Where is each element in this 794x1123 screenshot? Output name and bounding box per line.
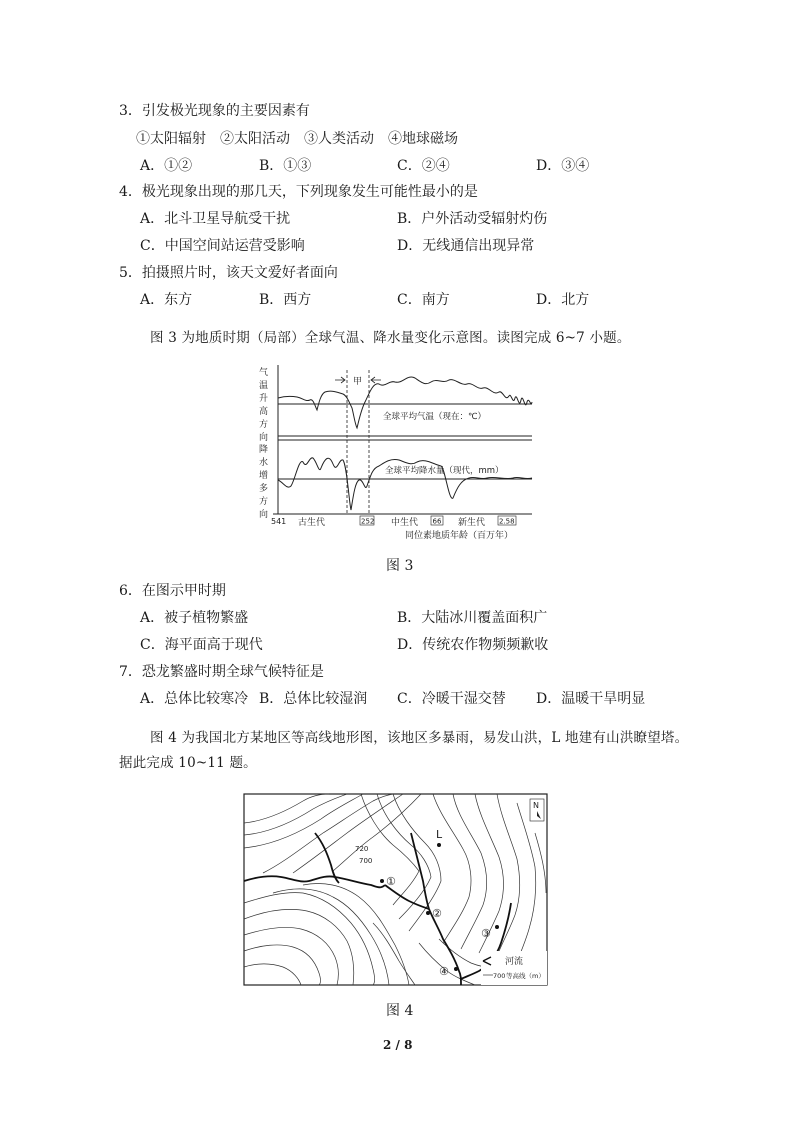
fig4-legend	[481, 951, 547, 985]
fig3-ylabel-bottom	[259, 443, 268, 520]
fig3-tick-66: 66	[432, 517, 442, 526]
q7-option-c: C．冷暖干湿交替	[397, 691, 506, 707]
fig4-marker-1: ①	[386, 875, 396, 888]
fig4-legend-contour-value: 700	[493, 972, 506, 980]
q5-option-d: D．北方	[536, 292, 590, 308]
q3-option-d: D．③④	[536, 158, 590, 174]
fig3-xlabel: 同位素地质年龄（百万年）	[405, 531, 514, 541]
figure-4	[243, 793, 549, 987]
fig3-era-mesozoic: 中生代	[391, 518, 419, 528]
svg-text:升: 升	[259, 394, 269, 404]
q6-option-a: A．被子植物繁盛	[140, 610, 249, 626]
fig4-caption: 图 4	[386, 1003, 414, 1019]
fig3-jia-label: 甲	[353, 377, 363, 387]
q3-option-b: B．①③	[259, 158, 312, 174]
fig3-precip-label: 全球平均降水量（现代，mm）	[385, 466, 504, 476]
fig4-contour-720: 720	[355, 845, 369, 853]
svg-text:方: 方	[259, 497, 269, 507]
figure-3	[255, 362, 545, 542]
fig4-marker-3: ③	[481, 927, 491, 940]
fig4-marker-2: ②	[432, 907, 442, 920]
q3-option-c: C．②④	[397, 158, 450, 174]
q6-option-c: C．海平面高于现代	[140, 637, 263, 653]
svg-text:多: 多	[259, 484, 269, 494]
q7-stem: 7．恐龙繁盛时期全球气候特征是	[119, 664, 324, 680]
q6-option-d: D．传统农作物频频歉收	[397, 637, 549, 653]
fig4-intro-line1: 图 4 为我国北方某地区等高线地形图，该地区多暴雨，易发山洪，L 地建有山洪瞭望塔。	[150, 730, 689, 746]
svg-text:高: 高	[259, 407, 269, 417]
fig3-temp-label: 全球平均气温（现在：℃）	[383, 412, 487, 422]
fig4-legend-river: 河流	[505, 957, 524, 967]
q5-option-c: C．南方	[397, 292, 450, 308]
q7-option-b: B．总体比较湿润	[259, 691, 368, 707]
fig4-marker-4: ④	[439, 965, 449, 978]
q6-stem: 6．在图示甲时期	[119, 583, 226, 599]
fig3-tick-541: 541	[271, 517, 287, 526]
fig3-caption: 图 3	[386, 558, 414, 574]
fig3-tick-252: 252	[361, 517, 375, 526]
q7-option-a: A．总体比较寒冷	[140, 691, 249, 707]
svg-text:向: 向	[259, 433, 269, 443]
q4-option-c: C．中国空间站运营受影响	[140, 238, 305, 254]
q4-stem: 4．极光现象出现的那几天，下列现象发生可能性最小的是	[119, 184, 478, 200]
svg-text:N: N	[533, 801, 539, 810]
svg-text:温: 温	[259, 381, 269, 391]
fig3-tick-2-58: 2.58	[499, 517, 515, 526]
q4-option-d: D．无线通信出现异常	[397, 238, 535, 254]
fig3-ylabel-top	[259, 366, 268, 443]
fig4-north-arrow	[530, 799, 544, 821]
q3-stem: 3．引发极光现象的主要因素有	[119, 103, 310, 119]
fig4-intro-line2: 据此完成 10~11 题。	[119, 755, 257, 771]
fig3-era-paleozoic: 古生代	[298, 518, 326, 528]
q4-option-a: A．北斗卫星导航受干扰	[140, 211, 291, 227]
fig4-legend-contour: 等高线（m）	[506, 972, 545, 980]
fig4-point-L: L	[436, 828, 443, 841]
page-number: 2 / 8	[383, 1038, 413, 1052]
svg-text:气: 气	[259, 368, 269, 378]
q7-option-d: D．温暖干旱明显	[536, 691, 646, 707]
q4-option-b: B．户外活动受辐射灼伤	[397, 211, 548, 227]
fig3-intro: 图 3 为地质时期（局部）全球气温、降水量变化示意图。读图完成 6~7 小题。	[150, 330, 631, 346]
svg-text:降: 降	[259, 445, 269, 455]
q5-stem: 5．拍摄照片时，该天文爱好者面向	[119, 265, 338, 281]
svg-text:方: 方	[259, 420, 269, 430]
svg-text:水: 水	[259, 458, 269, 468]
svg-text:向: 向	[259, 510, 269, 520]
q5-option-b: B．西方	[259, 292, 312, 308]
fig4-contour-700: 700	[359, 857, 373, 865]
q3-option-a: A．①②	[140, 158, 193, 174]
q5-option-a: A．东方	[140, 292, 193, 308]
fig3-era-cenozoic: 新生代	[458, 518, 486, 528]
q3-items: ①太阳辐射 ②太阳活动 ③人类活动 ④地球磁场	[136, 131, 458, 147]
q6-option-b: B．大陆冰川覆盖面积广	[397, 610, 548, 626]
svg-text:增: 增	[259, 471, 269, 481]
